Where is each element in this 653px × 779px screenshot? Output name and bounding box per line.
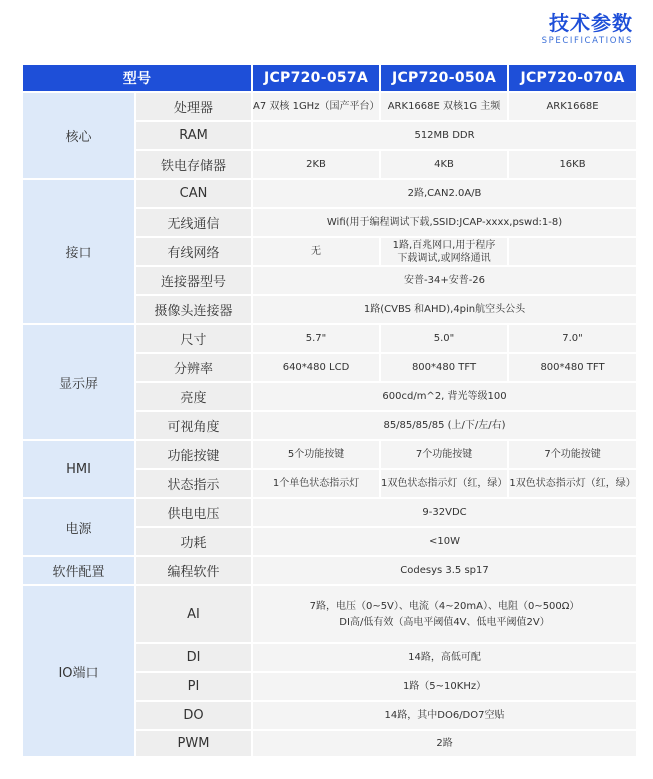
table-row <box>23 441 636 470</box>
can-value: 2路,CAN2.0A/B <box>253 180 636 209</box>
size-057a: 5.7" <box>253 325 381 354</box>
spec-table <box>23 65 636 758</box>
row-label-camera: 摄像头连接器 <box>136 296 253 325</box>
page-header <box>542 10 633 46</box>
status-050a: 1双色状态指示灯（红，绿） <box>381 470 509 499</box>
table-row <box>23 180 636 209</box>
row-label-angle: 可视角度 <box>136 412 253 441</box>
consumption-value: <10W <box>253 528 636 557</box>
category-power: 电源 <box>23 499 136 557</box>
row-label-wireless: 无线通信 <box>136 209 253 238</box>
wired-057a: 无 <box>253 238 381 267</box>
model-header: 型号 <box>23 65 253 93</box>
keys-057a: 5个功能按键 <box>253 441 381 470</box>
brightness-value: 600cd/m^2, 背光等级100 <box>253 383 636 412</box>
table-row <box>23 93 636 122</box>
table-row <box>23 586 636 644</box>
wired-050a <box>381 238 509 267</box>
category-interface: 接口 <box>23 180 136 325</box>
processor-050a: ARK1668E 双核1G 主频 <box>381 93 509 122</box>
fram-070a: 16KB <box>509 151 636 180</box>
row-label-fram: 铁电存储器 <box>136 151 253 180</box>
status-070a: 1双色状态指示灯（红，绿） <box>509 470 636 499</box>
processor-057a: A7 双核 1GHz（国产平台） <box>253 93 381 122</box>
wired-050a-line1: 1路,百兆网口,用于程序 <box>392 239 496 251</box>
row-label-resolution: 分辨率 <box>136 354 253 383</box>
pwm-value: 2路 <box>253 731 636 758</box>
resolution-057a: 640*480 LCD <box>253 354 381 383</box>
page-subtitle: SPECIFICATIONS <box>541 36 633 46</box>
ai-value-line2: DI高/低有效（高电平阈值4V、低电平阈值2V） <box>339 616 550 628</box>
table-header-row <box>23 65 636 93</box>
row-label-do: DO <box>136 702 253 731</box>
table-row <box>23 557 636 586</box>
model-050a-header: JCP720-050A <box>381 65 509 93</box>
voltage-value: 9-32VDC <box>253 499 636 528</box>
category-hmi: HMI <box>23 441 136 499</box>
row-label-brightness: 亮度 <box>136 383 253 412</box>
fram-057a: 2KB <box>253 151 381 180</box>
row-label-ram: RAM <box>136 122 253 151</box>
row-label-can: CAN <box>136 180 253 209</box>
row-label-ai: AI <box>136 586 253 644</box>
ram-value: 512MB DDR <box>253 122 636 151</box>
row-label-processor: 处理器 <box>136 93 253 122</box>
row-label-status: 状态指示 <box>136 470 253 499</box>
wired-070a <box>509 238 636 267</box>
row-label-voltage: 供电电压 <box>136 499 253 528</box>
table-row <box>23 499 636 528</box>
category-software: 软件配置 <box>23 557 136 586</box>
page-title: 技术参数 <box>549 11 633 35</box>
angle-value: 85/85/85/85 (上/下/左/右) <box>253 412 636 441</box>
do-value: 14路，其中DO6/DO7空贴 <box>253 702 636 731</box>
prog-value: Codesys 3.5 sp17 <box>253 557 636 586</box>
row-label-prog: 编程软件 <box>136 557 253 586</box>
wireless-value: Wifi(用于编程调试下载,SSID:JCAP-xxxx,pswd:1-8) <box>253 209 636 238</box>
resolution-070a: 800*480 TFT <box>509 354 636 383</box>
keys-050a: 7个功能按键 <box>381 441 509 470</box>
table-row <box>23 325 636 354</box>
category-core: 核心 <box>23 93 136 180</box>
category-display: 显示屏 <box>23 325 136 441</box>
camera-value: 1路(CVBS 和AHD),4pin航空头公头 <box>253 296 636 325</box>
row-label-consumption: 功耗 <box>136 528 253 557</box>
wired-050a-line2: 下载调试,或网络通讯 <box>397 252 491 264</box>
category-io: IO端口 <box>23 586 136 758</box>
ai-value <box>253 586 636 644</box>
keys-070a: 7个功能按键 <box>509 441 636 470</box>
di-value: 14路，高低可配 <box>253 644 636 673</box>
row-label-pi: PI <box>136 673 253 702</box>
row-label-di: DI <box>136 644 253 673</box>
row-label-keys: 功能按键 <box>136 441 253 470</box>
model-057a-header: JCP720-057A <box>253 65 381 93</box>
row-label-pwm: PWM <box>136 731 253 758</box>
size-070a: 7.0" <box>509 325 636 354</box>
pi-value: 1路（5~10KHz） <box>253 673 636 702</box>
ai-value-line1: 7路，电压（0~5V）、电流（4~20mA）、电阻（0~500Ω） <box>309 600 580 612</box>
connector-value: 安普-34+安普-26 <box>253 267 636 296</box>
row-label-size: 尺寸 <box>136 325 253 354</box>
processor-070a: ARK1668E <box>509 93 636 122</box>
fram-050a: 4KB <box>381 151 509 180</box>
resolution-050a: 800*480 TFT <box>381 354 509 383</box>
row-label-wired: 有线网络 <box>136 238 253 267</box>
size-050a: 5.0" <box>381 325 509 354</box>
status-057a: 1个单色状态指示灯 <box>253 470 381 499</box>
model-070a-header: JCP720-070A <box>509 65 636 93</box>
row-label-connector: 连接器型号 <box>136 267 253 296</box>
